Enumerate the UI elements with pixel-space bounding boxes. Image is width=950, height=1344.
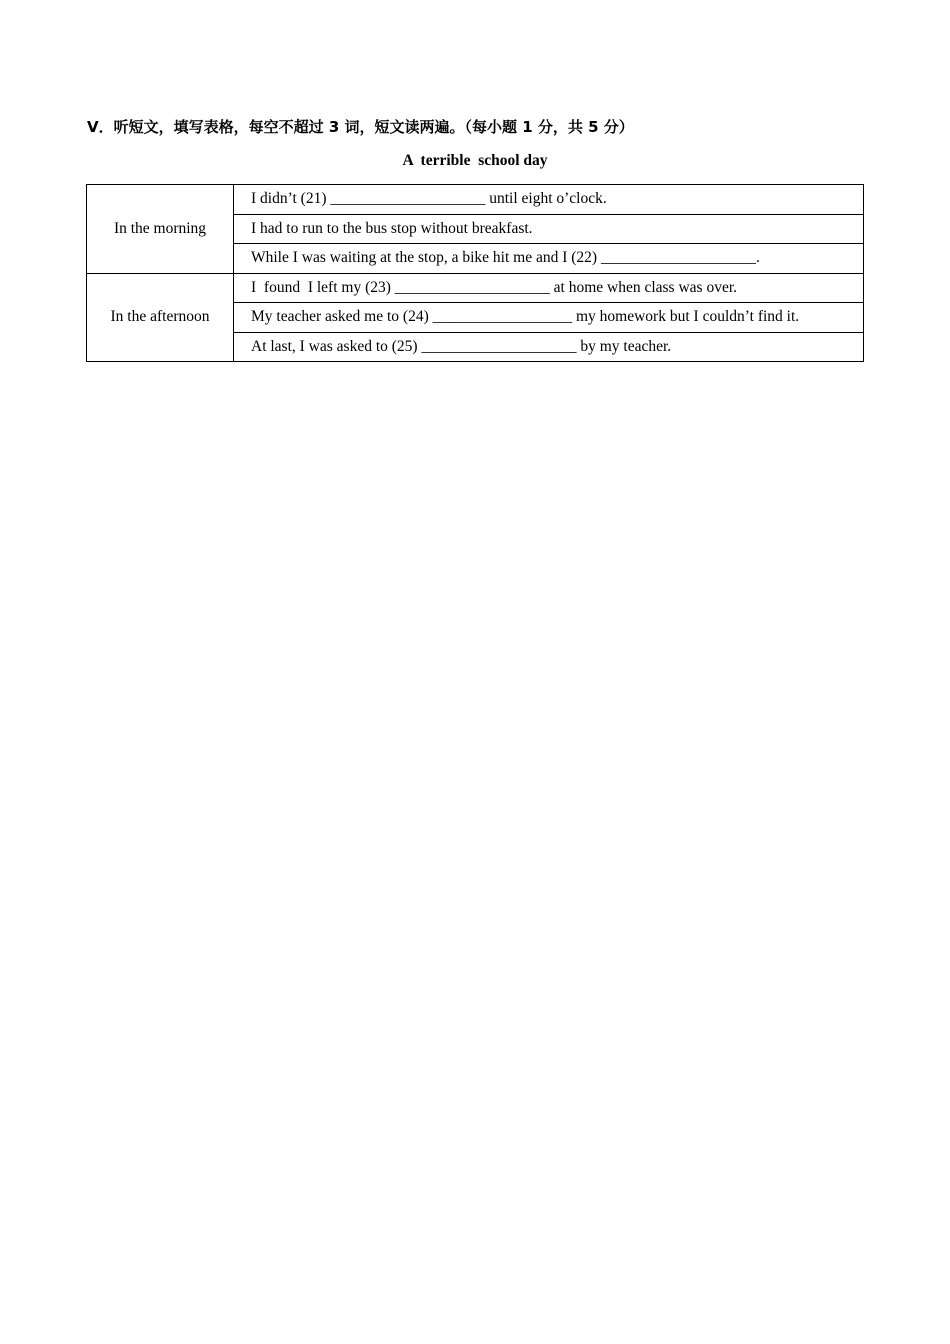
passage-title: A terrible school day xyxy=(402,152,548,169)
blank-line-24: My teacher asked me to (24) __________________ my homework but I couldn’t find it. xyxy=(234,303,864,333)
section-label-morning: In the morning xyxy=(87,185,234,274)
blank-line-25: At last, I was asked to (25) ____________________ by my teacher. xyxy=(234,332,864,362)
sentence-line: I had to run to the bus stop without breakfast. xyxy=(234,214,864,244)
table-row xyxy=(87,185,864,215)
section-instruction: V．听短文，填写表格，每空不超过 3 词，短文读两遍。（每小题 1 分，共 5 分） xyxy=(87,118,634,136)
blank-line-21: I didn’t (21) ____________________ until eight o’clock. xyxy=(234,185,864,215)
fill-in-table xyxy=(86,184,864,362)
section-label-afternoon: In the afternoon xyxy=(87,273,234,362)
blank-line-22: While I was waiting at the stop, a bike hit me and I (22) ____________________. xyxy=(234,244,864,274)
table-row xyxy=(87,273,864,303)
blank-line-23: I found I left my (23) ____________________ at home when class was over. xyxy=(234,273,864,303)
